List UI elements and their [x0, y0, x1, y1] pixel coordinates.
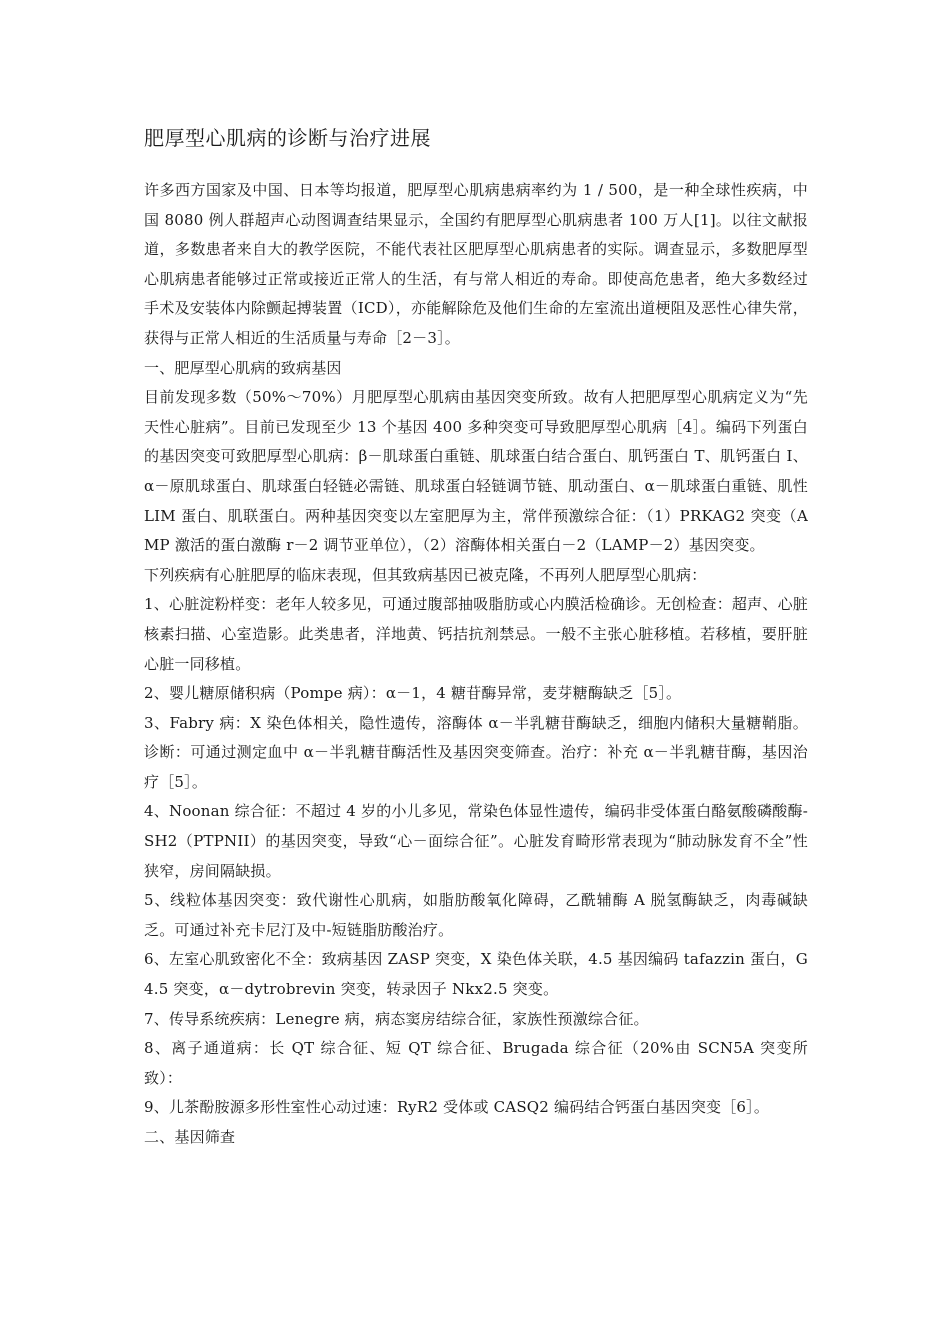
list-item-7: 7、传导系统疾病：Lenegre 病，病态窦房结综合征，家族性预激综合征。 — [144, 1009, 649, 1028]
list-item-8: 8、离子通道病：长 QT 综合征、短 QT 综合征、Brugada 综合征（20%由 SCN5A 突变所致）： — [144, 1039, 808, 1087]
list-item-3: 3、Fabry 病：X 染色体相关，隐性遗传，溶酶体 α－半乳糖苷酶缺乏，细胞内储积大量糖鞘脂。诊断：可通过测定血中 α－半乳糖苷酶活性及基因突变筛查。治疗：补充 α－半乳糖苷酶，基因治疗［5］。 — [144, 713, 808, 791]
list-item-9: 9、儿茶酚胺源多形性室性心动过速：RyR2 受体或 CASQ2 编码结合钙蛋白基因突变［6］。 — [144, 1098, 770, 1117]
document-body — [144, 176, 808, 1153]
document-title: 肥厚型心肌病的诊断与治疗进展 — [144, 126, 431, 150]
list-item-6: 6、左室心肌致密化不全：致病基因 ZASP 突变，X 染色体关联，4.5 基因编码 tafazzin 蛋白，G4.5 突变，α－dytrobrevin 突变，转录因子 Nkx2.5 突变。 — [144, 950, 808, 999]
list-item-1: 1、心脏淀粉样变：老年人较多见，可通过腹部抽吸脂肪或心内膜活检确诊。无创检查：超声、心脏核素扫描、心室造影。此类患者，洋地黄、钙拮抗剂禁忌。一般不主张心脏移植。若移植，要肝脏心脏一同移植。 — [144, 595, 808, 673]
list-item-2: 2、婴儿糖原储积病（Pompe 病）：α－1，4 糖苷酶异常，麦芽糖酶缺乏［5］。 — [144, 684, 682, 703]
paragraph-genes: 目前发现多数（50%～70%）月肥厚型心肌病由基因突变所致。故有人把肥厚型心肌病定义为“先天性心脏病”。目前已发现至少 13 个基因 400 多种突变可导致肥厚型心肌病［4］。编码下列蛋白的基因突变可致肥厚型心肌病：β－肌球蛋白重链、肌球蛋白结合蛋白、肌钙蛋白 T、肌钙蛋白 I、α－原肌球蛋白、肌球蛋白轻链必需链、肌球蛋白轻链调节链、肌动蛋白、α－肌球蛋白重链、肌性 LIM 蛋白、肌联蛋白。两种基因突变以左室肥厚为主，常伴预激综合征：（1）PRKAG2 突变（AMP 激活的蛋白激酶 r－2 调节亚单位），（2）溶酶体相关蛋白－2（LAMP－2）基因突变。 — [144, 388, 808, 555]
paragraph-intro: 许多西方国家及中国、日本等均报道，肥厚型心肌病患病率约为 1 / 500，是一种全球性疾病，中国 8080 例人群超声心动图调查结果显示，全国约有肥厚型心肌病患者 100 万人[1]。以往文献报道，多数患者来自大的教学医院，不能代表社区肥厚型心肌病患者的实际。调查显示，多数肥厚型心肌病患者能够过正常或接近正常人的生活，有与常人相近的寿命。即使高危患者，绝大多数经过手术及安装体内除颤起搏装置（ICD），亦能解除危及他们生命的左室流出道梗阻及恶性心律失常，获得与正常人相近的生活质量与寿命［2－3］。 — [144, 181, 808, 347]
list-item-5: 5、线粒体基因突变：致代谢性心肌病，如脂肪酸氧化障碍，乙酰辅酶 A 脱氢酶缺乏，肉毒碱缺乏。可通过补充卡尼汀及中-短链脂肪酸治疗。 — [144, 891, 808, 939]
document-page — [144, 118, 808, 1153]
paragraph-excluded-intro: 下列疾病有心脏肥厚的临床表现，但其致病基因已被克隆，不再列人肥厚型心肌病： — [144, 565, 707, 584]
section-heading-2: 二、基因筛查 — [144, 1128, 236, 1146]
section-heading-1: 一、肥厚型心肌病的致病基因 — [144, 358, 342, 377]
list-item-4: 4、Noonan 综合征：不超过 4 岁的小儿多见，常染色体显性遗传，编码非受体蛋白酪氨酸磷酸酶-SH2（PTPNII）的基因突变，导致“心－面综合征”。心脏发育畸形常表现为“肺动脉发育不全”性狭窄，房间隔缺损。 — [144, 802, 808, 880]
